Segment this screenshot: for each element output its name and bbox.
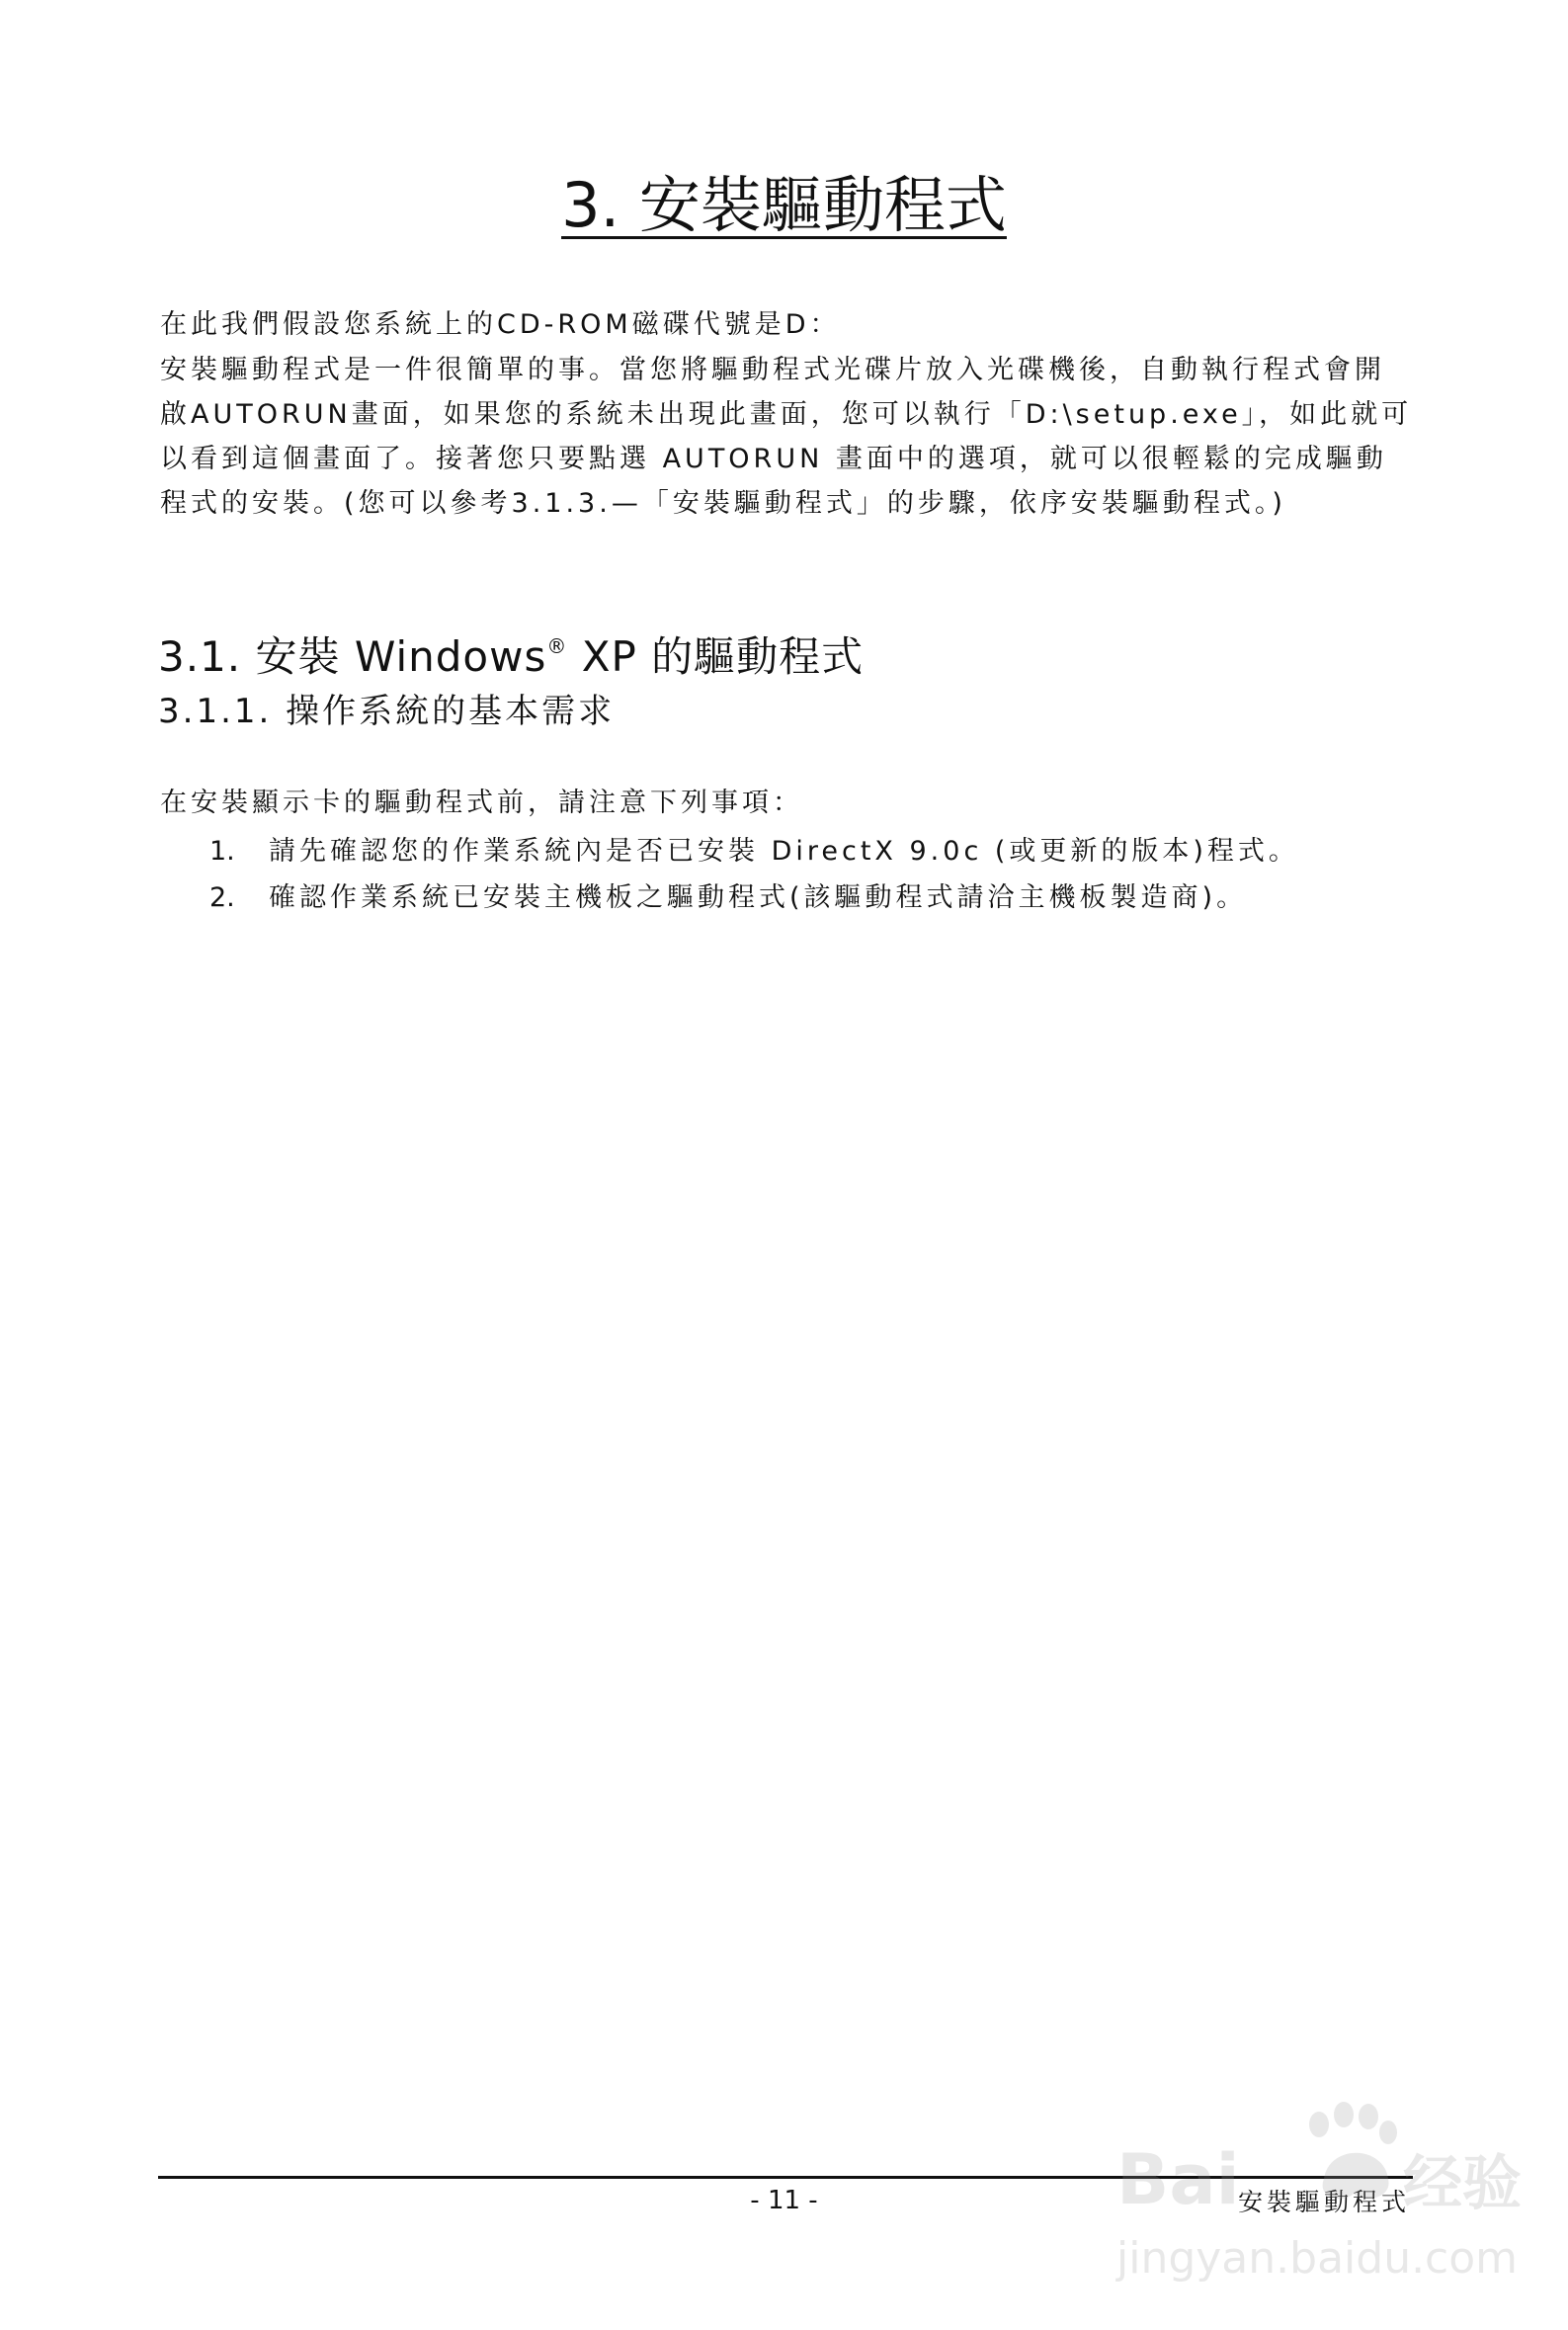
list-item-number: 1.	[209, 836, 235, 867]
registered-mark: ®	[546, 634, 568, 658]
intro-paragraph: 安裝驅動程式是一件很簡單的事。當您將驅動程式光碟片放入光碟機後，自動執行程式會開啟AUTORUN畫面，如果您的系統未出現此畫面，您可以執行「D:\setup.exe」，如此就可以看到這個畫面了。接著您只要點選 AUTORUN 畫面中的選項，就可以很輕鬆的完成驅動程式的安裝。(您可以參考3.1.3.—「安裝驅動程式」的步驟，依序安裝驅動程式。)	[160, 355, 1413, 519]
list-item	[209, 874, 1444, 921]
section-heading	[158, 617, 864, 687]
list-item-text: 請先確認您的作業系統內是否已安裝 DirectX 9.0c (或更新的版本)程式。	[269, 836, 1299, 867]
section-heading-suffix: XP 的驅動程式	[567, 632, 865, 681]
requirements-list	[209, 828, 1444, 921]
list-item-text: 確認作業系統已安裝主機板之驅動程式(該驅動程式請洽主機板製造商)。	[269, 882, 1248, 913]
intro-line: 在此我們假設您系統上的CD-ROM磁碟代號是D：	[160, 309, 841, 340]
page-title-text: 3. 安裝驅動程式	[561, 169, 1007, 241]
list-item-number: 2.	[209, 882, 235, 913]
footer-chapter-title: 安裝驅動程式	[1237, 2188, 1410, 2216]
page-number: - 11 -	[750, 2186, 818, 2215]
svg-text:经验: 经验	[1403, 2149, 1522, 2218]
list-item	[209, 828, 1444, 874]
page-title	[0, 166, 1568, 245]
svg-text:Bai: Bai	[1116, 2139, 1240, 2220]
section-heading-prefix: 3.1. 安裝 Windows	[158, 632, 547, 681]
subsection-heading: 3.1.1. 操作系統的基本需求	[158, 692, 616, 731]
svg-text:jingyan.baidu.com: jingyan.baidu.com	[1116, 2233, 1519, 2284]
footer-divider	[158, 2176, 1413, 2179]
requirements-intro: 在安裝顯示卡的驅動程式前，請注意下列事項：	[160, 788, 803, 818]
